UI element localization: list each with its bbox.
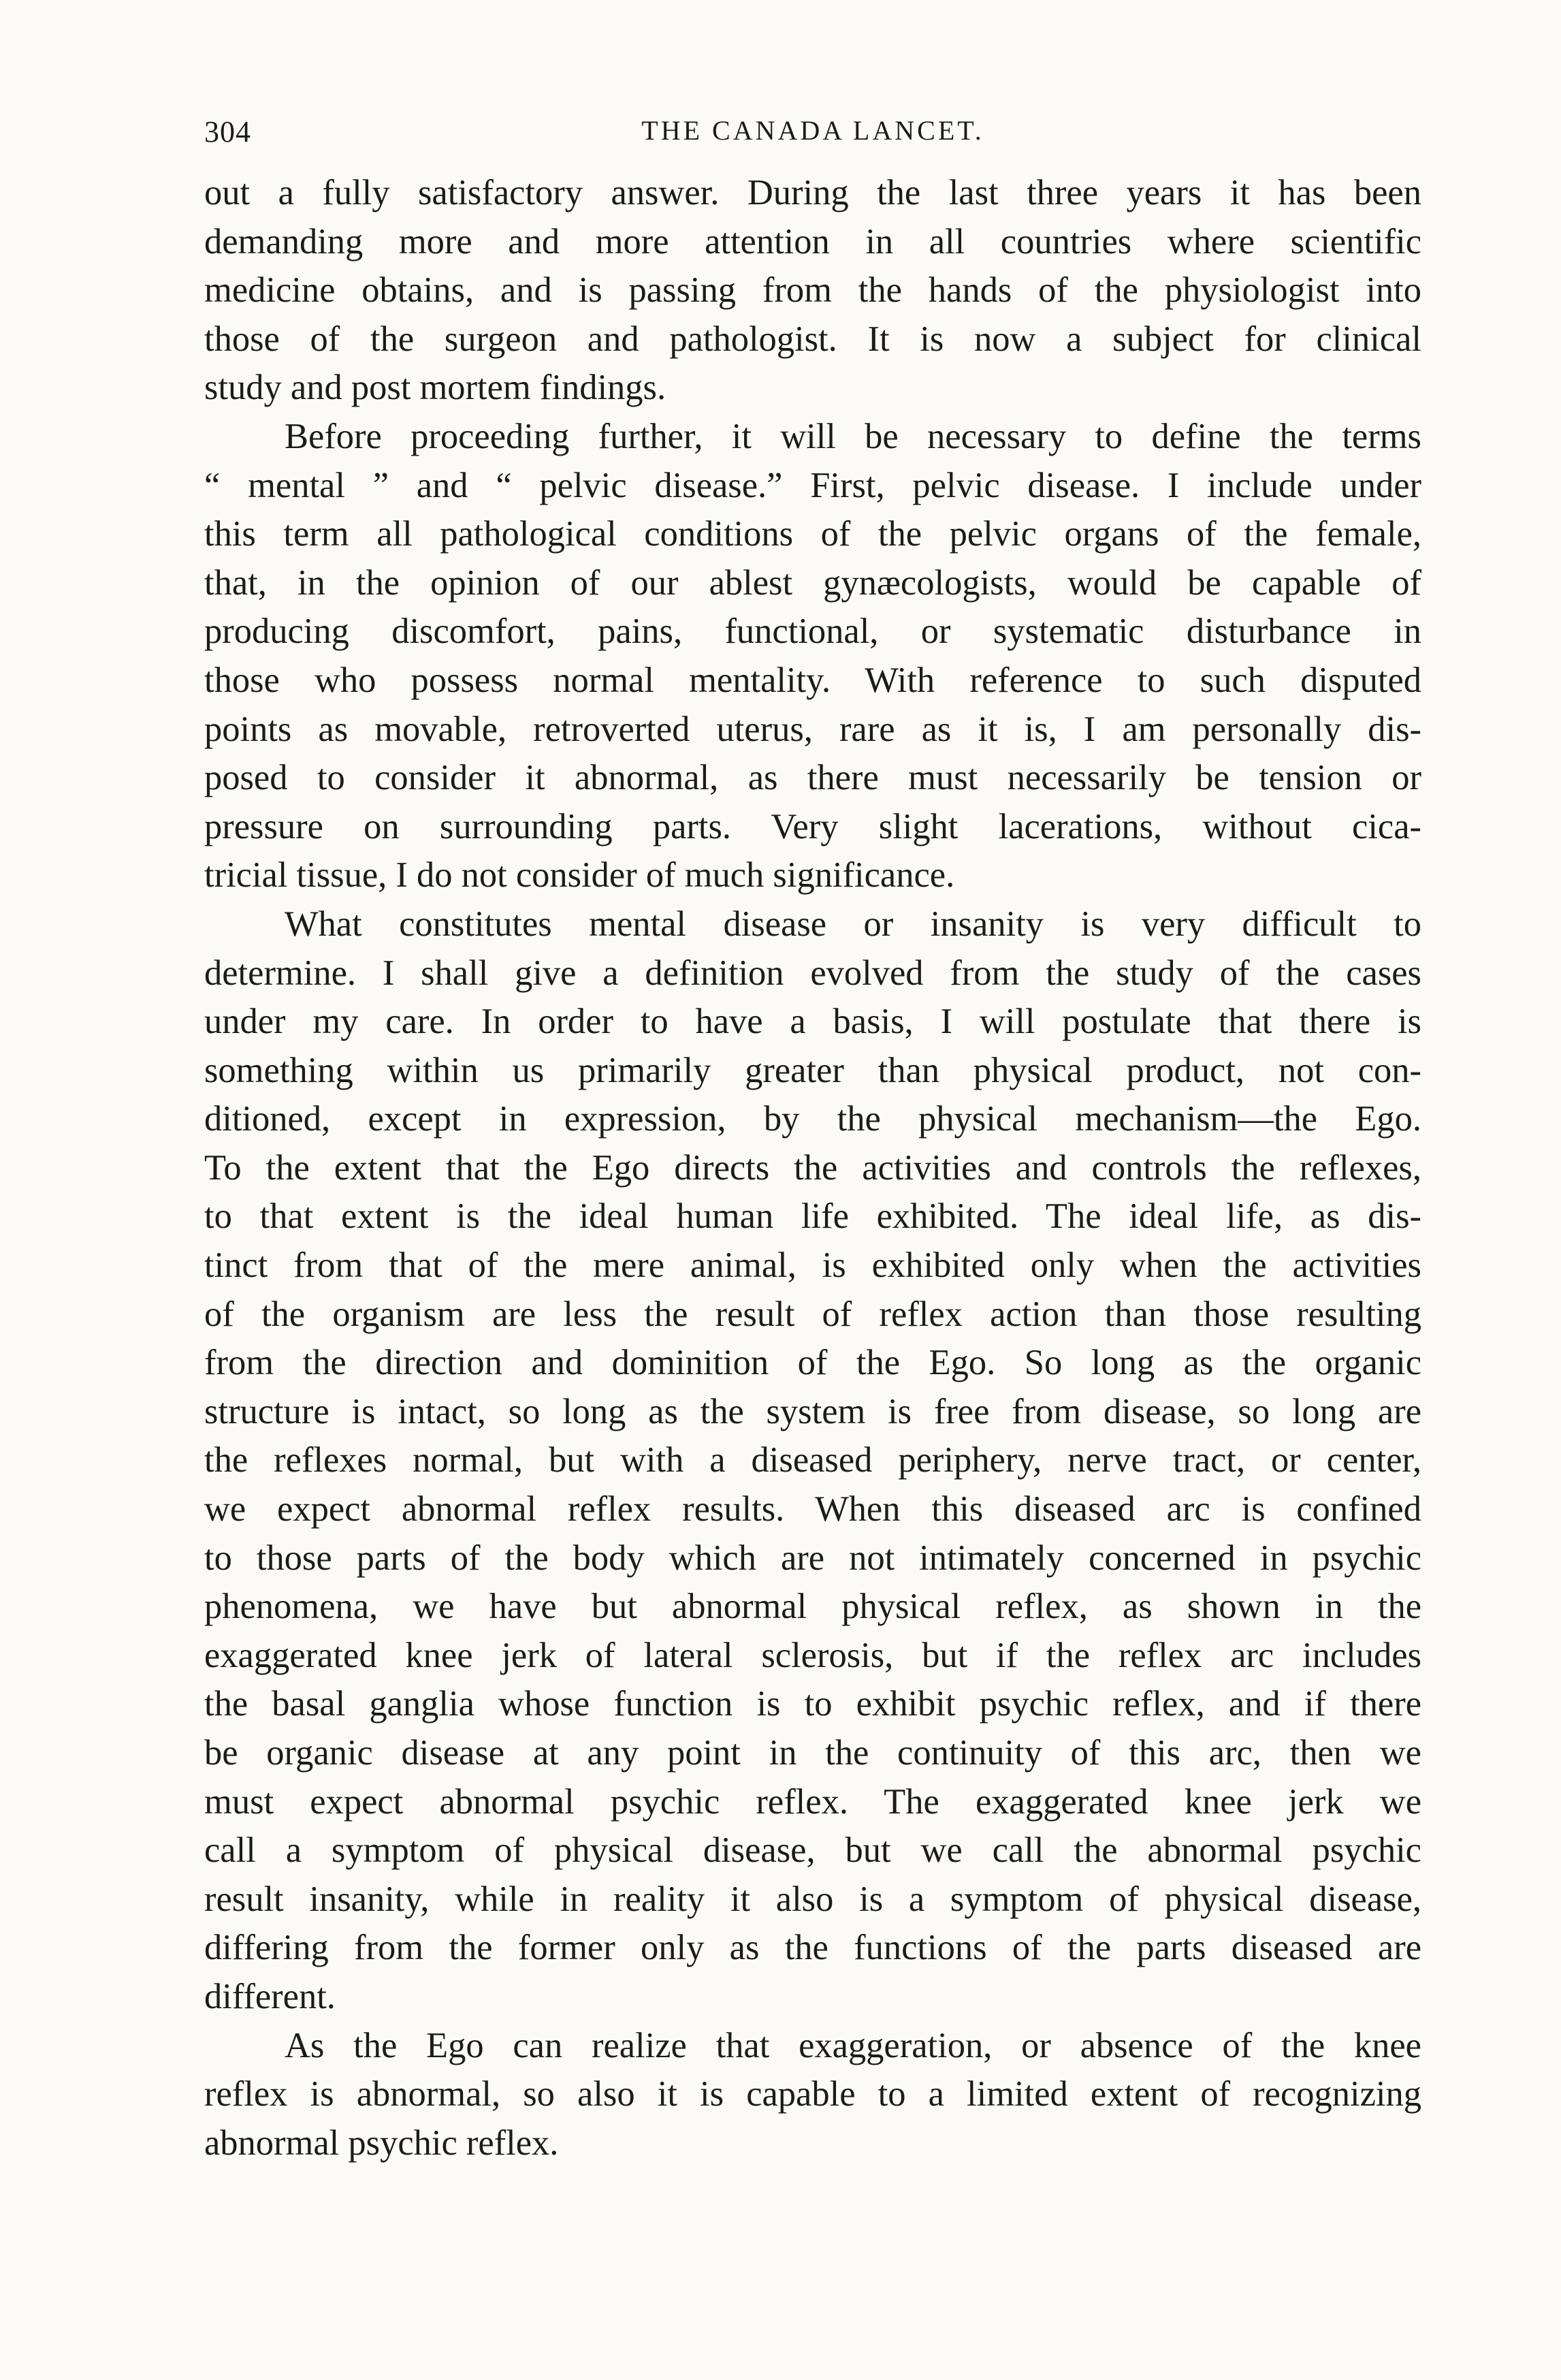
text-line: the basal ganglia whose function is to exhibit psychic reflex, and if there: [204, 1684, 1421, 1724]
text-line: that, in the opinion of our ablest gynæcologists, would be capable of: [204, 562, 1421, 603]
text-line: tinct from that of the mere animal, is exhibited only when the activities: [204, 1245, 1421, 1286]
text-line: differing from the former only as the functions of the parts diseased are: [204, 1928, 1421, 1968]
text-line: As the Ego can realize that exaggeration, or absence of the knee: [285, 2025, 1421, 2065]
text-line: “ mental ” and “ pelvic disease.” First, pelvic disease. I include under: [204, 465, 1421, 505]
text-line: points as movable, retroverted uterus, rare as it is, I am personally dis-: [204, 709, 1421, 749]
text-line: Before proceeding further, it will be necessary to define the terms: [285, 416, 1421, 456]
document-page: [204, 114, 1421, 2168]
text-line: tricial tissue, I do not consider of much significance.: [204, 855, 955, 895]
text-line: we expect abnormal reflex results. When this diseased arc is confined: [204, 1489, 1421, 1529]
text-line: must expect abnormal psychic reflex. The exaggerated knee jerk we: [204, 1781, 1421, 1822]
text-line: demanding more and more attention in all countries where scientific: [204, 221, 1421, 261]
text-line: structure is intact, so long as the system is free from disease, so long are: [204, 1391, 1421, 1431]
text-line: abnormal psychic reflex.: [204, 2123, 559, 2163]
text-line: to those parts of the body which are not intimately concerned in psychic: [204, 1538, 1421, 1578]
text-line: the reflexes normal, but with a diseased periphery, nerve tract, or center,: [204, 1440, 1421, 1480]
text-line: result insanity, while in reality it also is a symptom of physical disease,: [204, 1879, 1421, 1919]
text-line: To the extent that the Ego directs the activities and controls the reflexes,: [204, 1147, 1421, 1188]
text-line: those of the surgeon and pathologist. It is now a subject for clinical: [204, 319, 1421, 359]
running-head: [204, 114, 1421, 169]
text-line: ditioned, except in expression, by the physical mechanism—the Ego.: [204, 1099, 1421, 1139]
text-line: determine. I shall give a definition evolved from the study of the cases: [204, 953, 1421, 993]
text-line: exaggerated knee jerk of lateral sclerosis, but if the reflex arc includes: [204, 1635, 1421, 1675]
text-line: pressure on surrounding parts. Very slight lacerations, without cica-: [204, 806, 1421, 846]
text-line: of the organism are less the result of reflex action than those resulting: [204, 1294, 1421, 1334]
text-line: from the direction and dominition of the Ego. So long as the organic: [204, 1343, 1421, 1383]
journal-title: THE CANADA LANCET.: [641, 115, 984, 146]
text-line: something within us primarily greater than physical product, not con-: [204, 1050, 1421, 1090]
text-line: What constitutes mental disease or insanity is very difficult to: [285, 904, 1421, 944]
text-line: medicine obtains, and is passing from the hands of the physiologist into: [204, 270, 1421, 311]
text-line: this term all pathological conditions of the pelvic organs of the female,: [204, 514, 1421, 554]
text-line: under my care. In order to have a basis, I will postulate that there is: [204, 1002, 1421, 1042]
text-line: those who possess normal mentality. With reference to such disputed: [204, 660, 1421, 700]
text-line: out a fully satisfactory answer. During the last three years it has been: [204, 173, 1421, 212]
text-line: posed to consider it abnormal, as there must necessarily be tension or: [204, 758, 1421, 798]
text-line: to that extent is the ideal human life exhibited. The ideal life, as dis-: [204, 1196, 1421, 1237]
text-line: different.: [204, 1976, 336, 2016]
text-line: reflex is abnormal, so also it is capable to a limited extent of recognizing: [204, 2074, 1421, 2114]
text-line: call a symptom of physical disease, but we call the abnormal psychic: [204, 1830, 1421, 1871]
page-number: 304: [204, 115, 251, 148]
text-line: be organic disease at any point in the continuity of this arc, then we: [204, 1733, 1421, 1773]
article-body: [204, 169, 1421, 2168]
text-line: phenomena, we have but abnormal physical reflex, as shown in the: [204, 1587, 1421, 1627]
text-line: study and post mortem findings.: [204, 368, 666, 408]
text-line: producing discomfort, pains, functional, or systematic disturbance in: [204, 612, 1421, 652]
